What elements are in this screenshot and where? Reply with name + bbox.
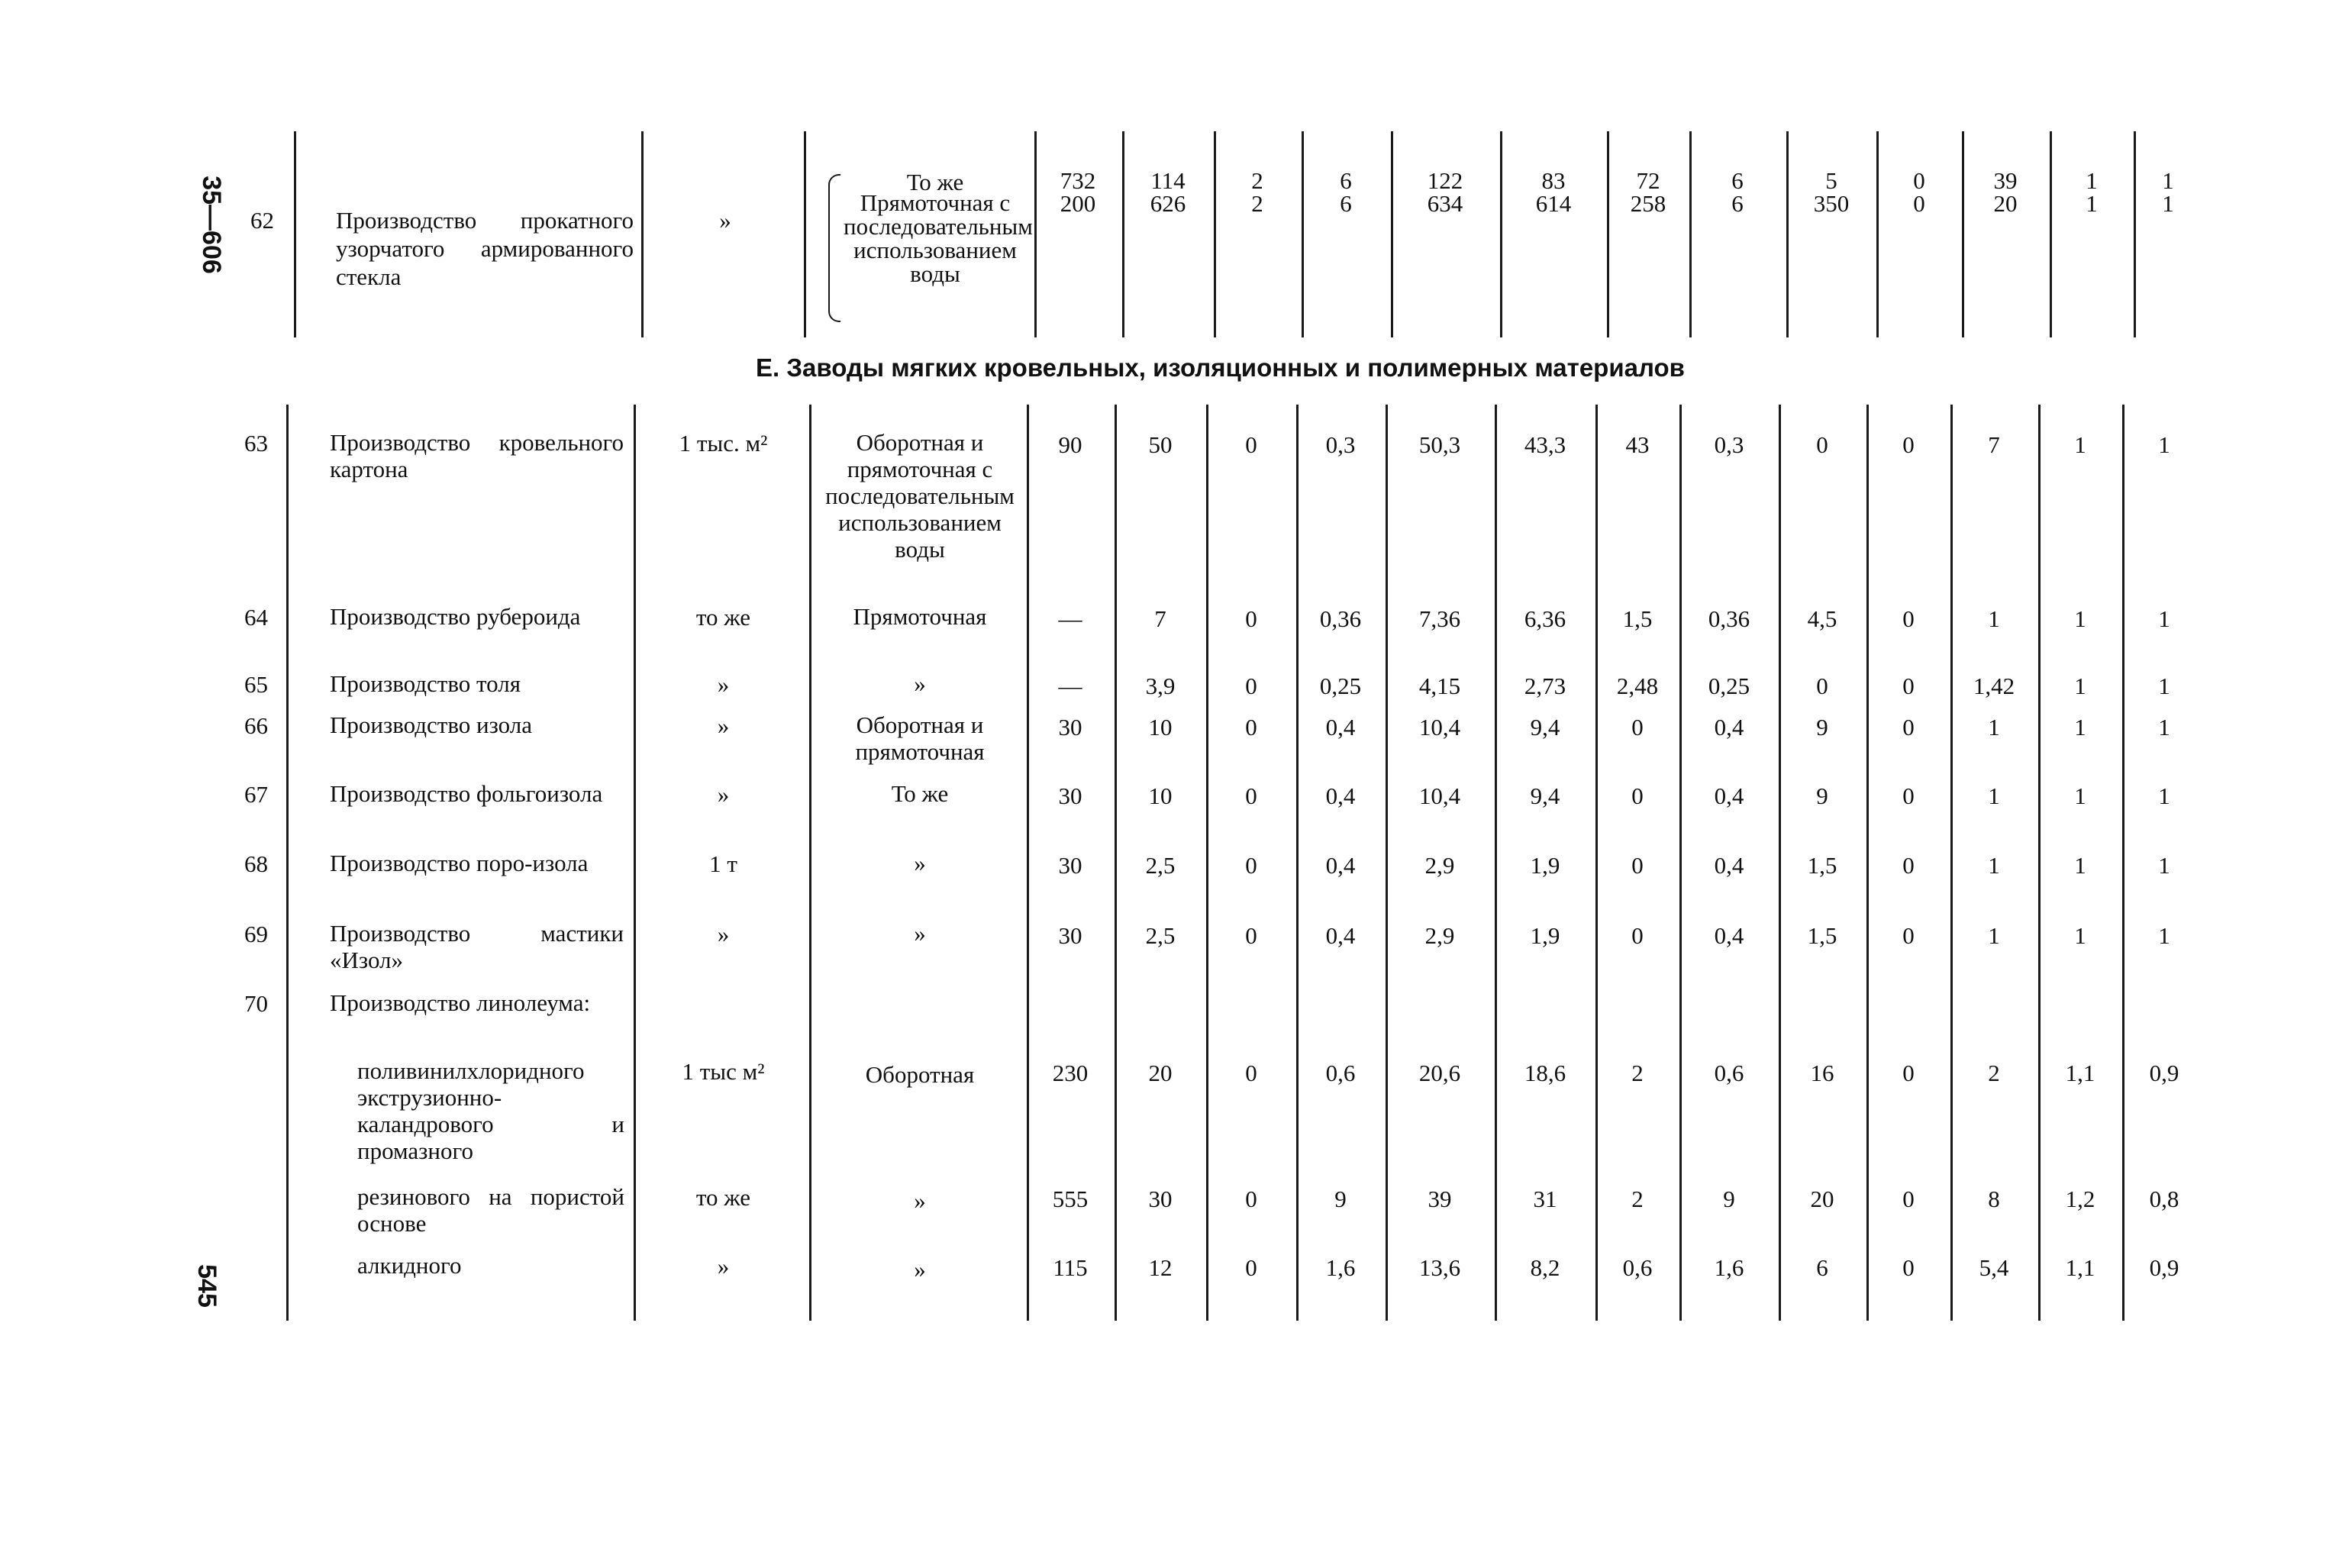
row-69-value-1: 30 xyxy=(1058,922,1082,949)
row-69-value-7: 0 xyxy=(1631,922,1644,949)
row-70-subrow-1-value-11: 2 xyxy=(1988,1060,2000,1086)
row-70-subrow-2-value-12: 1,2 xyxy=(2065,1186,2095,1212)
row-70-subrow-3-value-8: 1,6 xyxy=(1714,1254,1744,1281)
row-70-subrow-1-value-12: 1,1 xyxy=(2065,1060,2095,1086)
row-66-value-7: 0 xyxy=(1631,714,1644,740)
row-70-subrow-3-value-2: 12 xyxy=(1148,1254,1173,1281)
row-66-value-2: 10 xyxy=(1148,714,1173,740)
row-65-value-2: 3,9 xyxy=(1145,673,1176,699)
row-70-subrow-1-value-9: 16 xyxy=(1810,1060,1834,1086)
row-67-value-1: 30 xyxy=(1058,782,1082,809)
row-69-value-6: 1,9 xyxy=(1530,922,1560,949)
row-70-name: Производство линолеума: xyxy=(330,989,591,1016)
row-66-value-9: 9 xyxy=(1816,714,1828,740)
row-62-value-7-line-2: 258 xyxy=(1630,190,1666,217)
row-66-value-4: 0,4 xyxy=(1325,714,1356,740)
row-67-system: То же xyxy=(891,780,949,807)
row-67-value-9: 9 xyxy=(1816,782,1828,809)
row-63-value-12: 1 xyxy=(2074,431,2086,458)
row-70-subrow-2-value-3: 0 xyxy=(1245,1186,1257,1212)
row-67-value-11: 1 xyxy=(1988,782,2000,809)
row-65-name: Производство толя xyxy=(330,670,521,697)
row-64-value-4: 0,36 xyxy=(1319,605,1362,632)
row-62-value-9-line-2: 350 xyxy=(1813,190,1850,217)
row-62-value-10-line-1: 0 xyxy=(1913,167,1925,194)
row-66-value-12: 1 xyxy=(2074,714,2086,740)
row-66-value-11: 1 xyxy=(1988,714,2000,740)
row-66-name: Производство изола xyxy=(330,711,532,738)
row-68-value-10: 0 xyxy=(1902,852,1915,879)
row-69-value-3: 0 xyxy=(1245,922,1257,949)
row-65-number: 65 xyxy=(244,671,268,698)
row-69-value-10: 0 xyxy=(1902,922,1915,949)
row-70-subrow-3-value-9: 6 xyxy=(1816,1254,1828,1281)
row-70-subrow-2-value-4: 9 xyxy=(1334,1186,1347,1212)
side-page-number: 545 xyxy=(192,1264,221,1308)
row-69-value-4: 0,4 xyxy=(1325,922,1356,949)
row-70-subrow-2-system: » xyxy=(914,1187,926,1214)
row-62-value-2-line-1: 114 xyxy=(1150,167,1186,194)
row-70-subrow-3-value-3: 0 xyxy=(1245,1254,1257,1281)
row-67-value-6: 9,4 xyxy=(1530,782,1560,809)
row-64-value-9: 4,5 xyxy=(1807,605,1837,632)
row-67-name: Производство фольгоизола xyxy=(330,780,603,807)
row-65-value-3: 0 xyxy=(1245,673,1257,699)
row-69-value-9: 1,5 xyxy=(1807,922,1837,949)
row-64-value-1: — xyxy=(1058,605,1082,632)
row-62-system-1: То же xyxy=(906,169,964,195)
row-66-value-13: 1 xyxy=(2158,714,2170,740)
row-70-subrow-2-value-9: 20 xyxy=(1810,1186,1834,1212)
row-70-subrow-1-value-4: 0,6 xyxy=(1325,1060,1356,1086)
row-65-value-6: 2,73 xyxy=(1524,673,1566,699)
row-63-value-3: 0 xyxy=(1245,431,1257,458)
row-70-subrow-3-value-10: 0 xyxy=(1902,1254,1915,1281)
row-64-value-10: 0 xyxy=(1902,605,1915,632)
row-63-value-11: 7 xyxy=(1988,431,2000,458)
row-63-value-1: 90 xyxy=(1058,431,1082,458)
row-70-subrow-2-value-1: 555 xyxy=(1052,1186,1089,1212)
row-68-value-3: 0 xyxy=(1245,852,1257,879)
row-63-value-7: 43 xyxy=(1625,431,1650,458)
row-70-subrow-1-value-7: 2 xyxy=(1631,1060,1644,1086)
row-70-subrow-1-value-3: 0 xyxy=(1245,1060,1257,1086)
row-65-value-9: 0 xyxy=(1816,673,1828,699)
row-62-value-8-line-1: 6 xyxy=(1731,167,1744,194)
row-70-subrow-2-unit: то же xyxy=(695,1184,751,1211)
row-69-value-2: 2,5 xyxy=(1145,922,1176,949)
row-62-name: Производство прокатного узорчатого армированного стекла xyxy=(336,207,634,290)
row-64-value-6: 6,36 xyxy=(1524,605,1566,632)
row-68-value-2: 2,5 xyxy=(1145,852,1176,879)
row-70-subrow-1-name: поливинилхлоридного экструзионно-каландрового и промазного xyxy=(357,1057,624,1164)
row-69-value-5: 2,9 xyxy=(1424,922,1455,949)
row-64-unit: то же xyxy=(695,604,751,631)
row-62-value-11-line-1: 39 xyxy=(1993,167,2018,194)
row-70-subrow-2-value-2: 30 xyxy=(1148,1186,1173,1212)
side-page-code: 35—606 xyxy=(196,176,226,274)
row-70-subrow-3-unit: » xyxy=(717,1253,730,1279)
row-63-value-5: 50,3 xyxy=(1418,431,1461,458)
row-68-number: 68 xyxy=(244,850,268,877)
row-70-subrow-3-system: » xyxy=(914,1256,926,1282)
row-63-value-6: 43,3 xyxy=(1524,431,1566,458)
row-70-subrow-3-value-6: 8,2 xyxy=(1530,1254,1560,1281)
row-69-number: 69 xyxy=(244,921,268,947)
row-68-value-1: 30 xyxy=(1058,852,1082,879)
row-70-subrow-1-value-10: 0 xyxy=(1902,1060,1915,1086)
row-66-value-6: 9,4 xyxy=(1530,714,1560,740)
row-65-value-12: 1 xyxy=(2074,673,2086,699)
row-62-value-12-line-2: 1 xyxy=(2086,190,2098,217)
row-63-unit: 1 тыс. м² xyxy=(679,430,768,457)
row-70-subrow-3-value-11: 5,4 xyxy=(1979,1254,2009,1281)
row-62-value-4-line-1: 6 xyxy=(1340,167,1352,194)
row-62-value-7-line-1: 72 xyxy=(1636,167,1660,194)
row-70-subrow-1-value-5: 20,6 xyxy=(1418,1060,1461,1086)
row-70-subrow-2-value-6: 31 xyxy=(1533,1186,1557,1212)
row-63-value-8: 0,3 xyxy=(1714,431,1744,458)
row-62-value-5-line-1: 122 xyxy=(1427,167,1463,194)
row-65-value-7: 2,48 xyxy=(1616,673,1659,699)
row-66-value-3: 0 xyxy=(1245,714,1257,740)
row-67-value-10: 0 xyxy=(1902,782,1915,809)
row-63-number: 63 xyxy=(244,430,268,457)
row-62-value-6-line-1: 83 xyxy=(1541,167,1566,194)
row-70-subrow-1-value-8: 0,6 xyxy=(1714,1060,1744,1086)
row-64-system: Прямоточная xyxy=(853,603,987,630)
row-65-system: » xyxy=(914,670,926,697)
row-62-system-2: Прямоточная с последовательным использованием воды xyxy=(844,189,1033,287)
row-65-value-8: 0,25 xyxy=(1708,673,1750,699)
row-65-value-4: 0,25 xyxy=(1319,673,1362,699)
row-62-value-3-line-2: 2 xyxy=(1251,190,1263,217)
row-66-system: Оборотная и прямоточная xyxy=(855,711,985,765)
row-67-value-13: 1 xyxy=(2158,782,2170,809)
row-62-value-13-line-1: 1 xyxy=(2162,167,2174,194)
row-64-number: 64 xyxy=(244,604,268,631)
row-66-number: 66 xyxy=(244,712,268,739)
row-62-value-12-line-1: 1 xyxy=(2086,167,2098,194)
row-68-value-11: 1 xyxy=(1988,852,2000,879)
row-62-value-8-line-2: 6 xyxy=(1731,190,1744,217)
row-62-value-2-line-2: 626 xyxy=(1150,190,1186,217)
row-62-value-13-line-2: 1 xyxy=(2162,190,2174,217)
row-68-value-8: 0,4 xyxy=(1714,852,1744,879)
row-62-value-10-line-2: 0 xyxy=(1913,190,1925,217)
row-62-value-4-line-2: 6 xyxy=(1340,190,1352,217)
row-69-value-12: 1 xyxy=(2074,922,2086,949)
row-65-unit: » xyxy=(717,671,730,698)
row-65-value-5: 4,15 xyxy=(1418,673,1461,699)
row-68-value-7: 0 xyxy=(1631,852,1644,879)
row-70-subrow-1-value-1: 230 xyxy=(1052,1060,1089,1086)
row-67-unit: » xyxy=(717,781,730,808)
row-62-unit: » xyxy=(719,207,731,234)
row-67-value-3: 0 xyxy=(1245,782,1257,809)
row-65-value-13: 1 xyxy=(2158,673,2170,699)
row-67-value-4: 0,4 xyxy=(1325,782,1356,809)
row-67-value-2: 10 xyxy=(1148,782,1173,809)
row-65-value-1: — xyxy=(1058,673,1082,699)
row-70-subrow-3-name: алкидного xyxy=(357,1252,462,1279)
row-64-value-3: 0 xyxy=(1245,605,1257,632)
row-68-system: » xyxy=(914,850,926,876)
row-70-subrow-3-value-12: 1,1 xyxy=(2065,1254,2095,1281)
row-70-subrow-3-value-13: 0,9 xyxy=(2149,1254,2179,1281)
row-68-name: Производство поро-изола xyxy=(330,850,589,876)
row-70-subrow-3-value-7: 0,6 xyxy=(1622,1254,1653,1281)
row-64-value-2: 7 xyxy=(1154,605,1166,632)
row-70-subrow-2-value-10: 0 xyxy=(1902,1186,1915,1212)
row-69-value-8: 0,4 xyxy=(1714,922,1744,949)
row-69-value-13: 1 xyxy=(2158,922,2170,949)
row-66-value-1: 30 xyxy=(1058,714,1082,740)
row-68-value-5: 2,9 xyxy=(1424,852,1455,879)
row-63-value-4: 0,3 xyxy=(1325,431,1356,458)
row-64-name: Производство рубероида xyxy=(330,603,581,630)
row-70-subrow-2-value-8: 9 xyxy=(1723,1186,1735,1212)
row-70-subrow-1-value-2: 20 xyxy=(1148,1060,1173,1086)
row-64-value-7: 1,5 xyxy=(1622,605,1653,632)
row-64-value-12: 1 xyxy=(2074,605,2086,632)
row-65-value-10: 0 xyxy=(1902,673,1915,699)
row-64-value-11: 1 xyxy=(1988,605,2000,632)
row-66-value-8: 0,4 xyxy=(1714,714,1744,740)
section-e-title: Е. Заводы мягких кровельных, изоляционных и полимерных материалов xyxy=(756,353,1685,382)
row-67-value-7: 0 xyxy=(1631,782,1644,809)
row-63-name: Производство кровельного картона xyxy=(330,429,624,482)
row-66-unit: » xyxy=(717,712,730,739)
row-68-value-4: 0,4 xyxy=(1325,852,1356,879)
row-66-value-10: 0 xyxy=(1902,714,1915,740)
row-62-value-3-line-1: 2 xyxy=(1251,167,1263,194)
row-63-value-13: 1 xyxy=(2158,431,2170,458)
row-63-system: Оборотная и прямоточная с последовательным использованием воды xyxy=(825,429,1015,563)
row-62-value-1-line-2: 200 xyxy=(1060,190,1096,217)
row-70-subrow-2-value-11: 8 xyxy=(1988,1186,2000,1212)
row-68-value-9: 1,5 xyxy=(1807,852,1837,879)
row-67-value-12: 1 xyxy=(2074,782,2086,809)
row-70-subrow-2-value-5: 39 xyxy=(1428,1186,1452,1212)
row-68-value-12: 1 xyxy=(2074,852,2086,879)
row-70-number: 70 xyxy=(244,990,268,1017)
row-70-subrow-3-value-4: 1,6 xyxy=(1325,1254,1356,1281)
row-68-unit: 1 т xyxy=(709,850,737,877)
row-64-value-13: 1 xyxy=(2158,605,2170,632)
row-65-value-11: 1,42 xyxy=(1973,673,2015,699)
row-62-value-9-line-1: 5 xyxy=(1825,167,1837,194)
row-63-value-2: 50 xyxy=(1148,431,1173,458)
row-67-value-5: 10,4 xyxy=(1418,782,1461,809)
row-64-value-5: 7,36 xyxy=(1418,605,1461,632)
row-69-name: Производство мастики «Изол» xyxy=(330,920,624,973)
row-70-subrow-3-value-5: 13,6 xyxy=(1418,1254,1461,1281)
row-66-value-5: 10,4 xyxy=(1418,714,1461,740)
row-62-value-1-line-1: 732 xyxy=(1060,167,1096,194)
row-64-value-8: 0,36 xyxy=(1708,605,1750,632)
row-62-number: 62 xyxy=(250,207,274,234)
row-69-value-11: 1 xyxy=(1988,922,2000,949)
row-62-value-6-line-2: 614 xyxy=(1535,190,1572,217)
row-63-value-10: 0 xyxy=(1902,431,1915,458)
row-70-subrow-1-system: Оборотная xyxy=(865,1061,975,1088)
row-63-value-9: 0 xyxy=(1816,431,1828,458)
row-67-value-8: 0,4 xyxy=(1714,782,1744,809)
row-69-unit: » xyxy=(717,921,730,947)
row-69-system: » xyxy=(914,920,926,947)
row-62-brace xyxy=(828,174,840,322)
row-70-subrow-3-value-1: 115 xyxy=(1053,1254,1088,1281)
row-70-subrow-1-value-6: 18,6 xyxy=(1524,1060,1566,1086)
row-70-subrow-2-name: резинового на пористой основе xyxy=(357,1183,624,1237)
row-70-subrow-2-value-13: 0,8 xyxy=(2149,1186,2179,1212)
row-62-value-5-line-2: 634 xyxy=(1427,190,1463,217)
row-68-value-13: 1 xyxy=(2158,852,2170,879)
row-68-value-6: 1,9 xyxy=(1530,852,1560,879)
row-70-subrow-1-value-13: 0,9 xyxy=(2149,1060,2179,1086)
row-70-subrow-2-value-7: 2 xyxy=(1631,1186,1644,1212)
row-70-subrow-1-unit: 1 тыс м² xyxy=(682,1058,765,1085)
row-62-value-11-line-2: 20 xyxy=(1993,190,2018,217)
row-67-number: 67 xyxy=(244,781,268,808)
